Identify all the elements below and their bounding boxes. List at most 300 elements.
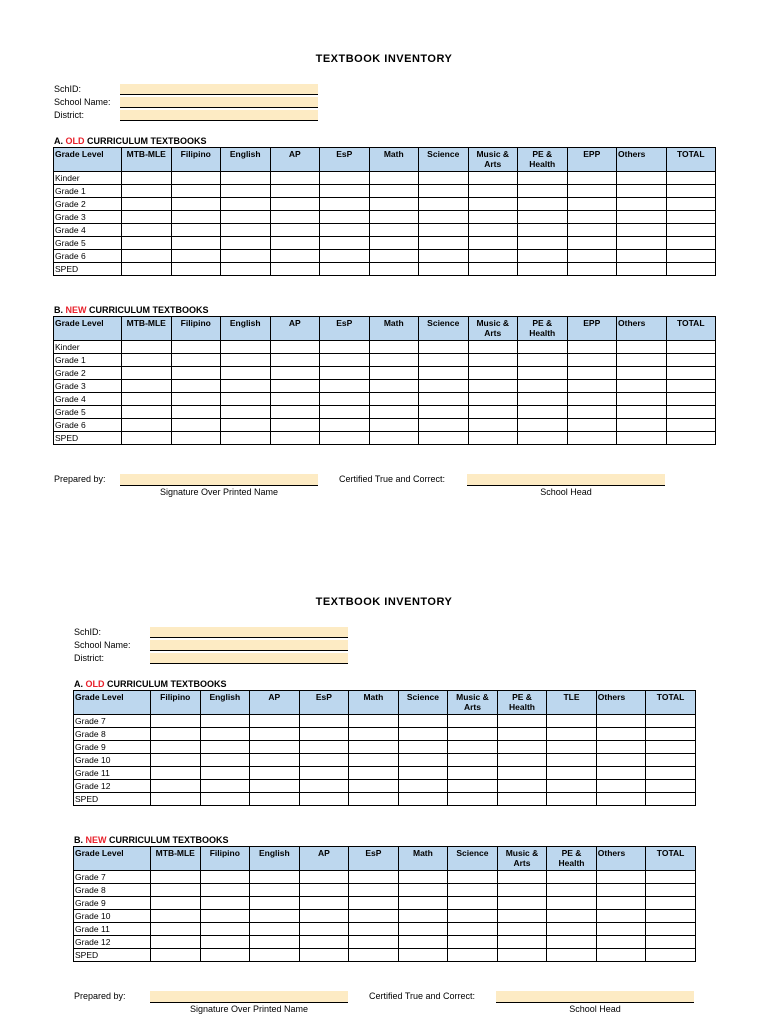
count-cell[interactable]: [596, 715, 646, 728]
count-cell[interactable]: [567, 341, 617, 354]
count-cell[interactable]: [299, 767, 349, 780]
count-cell[interactable]: [250, 715, 300, 728]
count-cell[interactable]: [151, 949, 201, 962]
count-cell[interactable]: [497, 910, 547, 923]
count-cell[interactable]: [448, 949, 498, 962]
count-cell[interactable]: [221, 263, 271, 276]
count-cell[interactable]: [547, 910, 597, 923]
count-cell[interactable]: [448, 754, 498, 767]
count-cell[interactable]: [497, 715, 547, 728]
count-cell[interactable]: [270, 380, 320, 393]
count-cell[interactable]: [398, 754, 448, 767]
count-cell[interactable]: [349, 910, 399, 923]
count-cell[interactable]: [349, 767, 399, 780]
count-cell[interactable]: [419, 198, 469, 211]
count-cell[interactable]: [547, 923, 597, 936]
count-cell[interactable]: [419, 393, 469, 406]
count-cell[interactable]: [419, 185, 469, 198]
count-cell[interactable]: [122, 185, 172, 198]
count-cell[interactable]: [369, 419, 419, 432]
count-cell[interactable]: [448, 728, 498, 741]
count-cell[interactable]: [419, 432, 469, 445]
count-cell[interactable]: [349, 949, 399, 962]
count-cell[interactable]: [646, 780, 696, 793]
school-name-input[interactable]: [150, 640, 348, 651]
count-cell[interactable]: [349, 741, 399, 754]
count-cell[interactable]: [596, 884, 646, 897]
count-cell[interactable]: [567, 224, 617, 237]
count-cell[interactable]: [200, 949, 250, 962]
count-cell[interactable]: [666, 432, 716, 445]
count-cell[interactable]: [646, 871, 696, 884]
count-cell[interactable]: [349, 754, 399, 767]
count-cell[interactable]: [221, 185, 271, 198]
count-cell[interactable]: [270, 172, 320, 185]
count-cell[interactable]: [221, 380, 271, 393]
count-cell[interactable]: [448, 871, 498, 884]
count-cell[interactable]: [171, 380, 221, 393]
count-cell[interactable]: [349, 793, 399, 806]
count-cell[interactable]: [122, 263, 172, 276]
count-cell[interactable]: [250, 728, 300, 741]
count-cell[interactable]: [518, 172, 568, 185]
count-cell[interactable]: [369, 341, 419, 354]
count-cell[interactable]: [497, 949, 547, 962]
count-cell[interactable]: [419, 367, 469, 380]
count-cell[interactable]: [221, 172, 271, 185]
count-cell[interactable]: [617, 367, 667, 380]
count-cell[interactable]: [369, 432, 419, 445]
count-cell[interactable]: [497, 780, 547, 793]
count-cell[interactable]: [666, 237, 716, 250]
count-cell[interactable]: [596, 897, 646, 910]
count-cell[interactable]: [250, 910, 300, 923]
count-cell[interactable]: [666, 172, 716, 185]
count-cell[interactable]: [596, 741, 646, 754]
count-cell[interactable]: [349, 780, 399, 793]
count-cell[interactable]: [369, 172, 419, 185]
count-cell[interactable]: [151, 936, 201, 949]
count-cell[interactable]: [320, 393, 370, 406]
count-cell[interactable]: [250, 884, 300, 897]
count-cell[interactable]: [369, 367, 419, 380]
count-cell[interactable]: [666, 198, 716, 211]
count-cell[interactable]: [200, 741, 250, 754]
count-cell[interactable]: [666, 263, 716, 276]
count-cell[interactable]: [151, 871, 201, 884]
count-cell[interactable]: [547, 793, 597, 806]
count-cell[interactable]: [250, 793, 300, 806]
count-cell[interactable]: [270, 432, 320, 445]
school-name-input[interactable]: [120, 97, 318, 108]
count-cell[interactable]: [617, 172, 667, 185]
count-cell[interactable]: [122, 172, 172, 185]
count-cell[interactable]: [518, 185, 568, 198]
count-cell[interactable]: [369, 185, 419, 198]
count-cell[interactable]: [646, 936, 696, 949]
count-cell[interactable]: [299, 780, 349, 793]
count-cell[interactable]: [122, 198, 172, 211]
count-cell[interactable]: [547, 780, 597, 793]
count-cell[interactable]: [200, 715, 250, 728]
count-cell[interactable]: [596, 949, 646, 962]
count-cell[interactable]: [567, 367, 617, 380]
count-cell[interactable]: [419, 172, 469, 185]
count-cell[interactable]: [419, 419, 469, 432]
count-cell[interactable]: [468, 211, 518, 224]
count-cell[interactable]: [369, 406, 419, 419]
count-cell[interactable]: [250, 936, 300, 949]
count-cell[interactable]: [646, 897, 696, 910]
count-cell[interactable]: [250, 780, 300, 793]
count-cell[interactable]: [122, 354, 172, 367]
count-cell[interactable]: [151, 715, 201, 728]
count-cell[interactable]: [518, 380, 568, 393]
count-cell[interactable]: [567, 250, 617, 263]
count-cell[interactable]: [468, 354, 518, 367]
count-cell[interactable]: [518, 211, 568, 224]
count-cell[interactable]: [171, 211, 221, 224]
count-cell[interactable]: [448, 780, 498, 793]
count-cell[interactable]: [646, 715, 696, 728]
count-cell[interactable]: [369, 263, 419, 276]
count-cell[interactable]: [646, 767, 696, 780]
count-cell[interactable]: [122, 224, 172, 237]
count-cell[interactable]: [122, 237, 172, 250]
count-cell[interactable]: [617, 237, 667, 250]
count-cell[interactable]: [200, 884, 250, 897]
count-cell[interactable]: [596, 793, 646, 806]
count-cell[interactable]: [369, 380, 419, 393]
count-cell[interactable]: [398, 793, 448, 806]
count-cell[interactable]: [398, 884, 448, 897]
count-cell[interactable]: [646, 910, 696, 923]
count-cell[interactable]: [320, 354, 370, 367]
count-cell[interactable]: [299, 871, 349, 884]
count-cell[interactable]: [320, 224, 370, 237]
count-cell[interactable]: [419, 341, 469, 354]
count-cell[interactable]: [320, 380, 370, 393]
count-cell[interactable]: [171, 237, 221, 250]
count-cell[interactable]: [468, 172, 518, 185]
count-cell[interactable]: [369, 354, 419, 367]
count-cell[interactable]: [299, 793, 349, 806]
count-cell[interactable]: [518, 224, 568, 237]
count-cell[interactable]: [320, 406, 370, 419]
count-cell[interactable]: [151, 884, 201, 897]
count-cell[interactable]: [171, 198, 221, 211]
count-cell[interactable]: [221, 341, 271, 354]
count-cell[interactable]: [171, 367, 221, 380]
count-cell[interactable]: [299, 884, 349, 897]
count-cell[interactable]: [547, 767, 597, 780]
count-cell[interactable]: [221, 367, 271, 380]
count-cell[interactable]: [320, 263, 370, 276]
count-cell[interactable]: [221, 393, 271, 406]
count-cell[interactable]: [221, 250, 271, 263]
count-cell[interactable]: [617, 250, 667, 263]
count-cell[interactable]: [320, 198, 370, 211]
count-cell[interactable]: [200, 780, 250, 793]
count-cell[interactable]: [596, 767, 646, 780]
count-cell[interactable]: [250, 949, 300, 962]
count-cell[interactable]: [646, 793, 696, 806]
count-cell[interactable]: [518, 263, 568, 276]
count-cell[interactable]: [151, 923, 201, 936]
count-cell[interactable]: [270, 341, 320, 354]
count-cell[interactable]: [468, 341, 518, 354]
count-cell[interactable]: [518, 341, 568, 354]
count-cell[interactable]: [200, 897, 250, 910]
count-cell[interactable]: [122, 419, 172, 432]
count-cell[interactable]: [448, 767, 498, 780]
count-cell[interactable]: [518, 367, 568, 380]
count-cell[interactable]: [171, 393, 221, 406]
count-cell[interactable]: [221, 237, 271, 250]
count-cell[interactable]: [666, 354, 716, 367]
count-cell[interactable]: [567, 172, 617, 185]
count-cell[interactable]: [221, 211, 271, 224]
count-cell[interactable]: [646, 728, 696, 741]
count-cell[interactable]: [151, 897, 201, 910]
count-cell[interactable]: [200, 793, 250, 806]
count-cell[interactable]: [617, 406, 667, 419]
count-cell[interactable]: [398, 936, 448, 949]
count-cell[interactable]: [419, 224, 469, 237]
count-cell[interactable]: [596, 728, 646, 741]
count-cell[interactable]: [299, 923, 349, 936]
count-cell[interactable]: [617, 354, 667, 367]
count-cell[interactable]: [221, 419, 271, 432]
count-cell[interactable]: [666, 367, 716, 380]
count-cell[interactable]: [547, 728, 597, 741]
count-cell[interactable]: [419, 237, 469, 250]
count-cell[interactable]: [666, 224, 716, 237]
count-cell[interactable]: [617, 393, 667, 406]
count-cell[interactable]: [567, 237, 617, 250]
count-cell[interactable]: [171, 224, 221, 237]
count-cell[interactable]: [299, 754, 349, 767]
count-cell[interactable]: [320, 237, 370, 250]
count-cell[interactable]: [299, 949, 349, 962]
count-cell[interactable]: [369, 211, 419, 224]
count-cell[interactable]: [122, 250, 172, 263]
count-cell[interactable]: [497, 936, 547, 949]
count-cell[interactable]: [468, 250, 518, 263]
count-cell[interactable]: [617, 211, 667, 224]
district-input[interactable]: [150, 653, 348, 664]
count-cell[interactable]: [666, 250, 716, 263]
count-cell[interactable]: [171, 354, 221, 367]
count-cell[interactable]: [666, 406, 716, 419]
count-cell[interactable]: [200, 754, 250, 767]
count-cell[interactable]: [270, 211, 320, 224]
count-cell[interactable]: [122, 341, 172, 354]
count-cell[interactable]: [369, 393, 419, 406]
count-cell[interactable]: [547, 897, 597, 910]
count-cell[interactable]: [151, 754, 201, 767]
count-cell[interactable]: [468, 393, 518, 406]
count-cell[interactable]: [617, 185, 667, 198]
count-cell[interactable]: [270, 198, 320, 211]
count-cell[interactable]: [349, 728, 399, 741]
count-cell[interactable]: [151, 767, 201, 780]
count-cell[interactable]: [369, 224, 419, 237]
count-cell[interactable]: [547, 741, 597, 754]
count-cell[interactable]: [596, 780, 646, 793]
count-cell[interactable]: [567, 419, 617, 432]
count-cell[interactable]: [518, 250, 568, 263]
certified-input[interactable]: [467, 474, 665, 486]
count-cell[interactable]: [171, 341, 221, 354]
count-cell[interactable]: [270, 224, 320, 237]
count-cell[interactable]: [221, 406, 271, 419]
count-cell[interactable]: [221, 432, 271, 445]
count-cell[interactable]: [122, 367, 172, 380]
district-input[interactable]: [120, 110, 318, 121]
count-cell[interactable]: [299, 728, 349, 741]
count-cell[interactable]: [299, 715, 349, 728]
count-cell[interactable]: [468, 198, 518, 211]
count-cell[interactable]: [151, 793, 201, 806]
count-cell[interactable]: [221, 198, 271, 211]
count-cell[interactable]: [567, 263, 617, 276]
count-cell[interactable]: [518, 406, 568, 419]
count-cell[interactable]: [666, 380, 716, 393]
count-cell[interactable]: [398, 871, 448, 884]
count-cell[interactable]: [122, 393, 172, 406]
count-cell[interactable]: [250, 923, 300, 936]
count-cell[interactable]: [320, 211, 370, 224]
count-cell[interactable]: [270, 354, 320, 367]
count-cell[interactable]: [221, 354, 271, 367]
count-cell[interactable]: [567, 393, 617, 406]
count-cell[interactable]: [151, 780, 201, 793]
count-cell[interactable]: [369, 198, 419, 211]
count-cell[interactable]: [200, 767, 250, 780]
count-cell[interactable]: [596, 871, 646, 884]
count-cell[interactable]: [419, 380, 469, 393]
count-cell[interactable]: [200, 910, 250, 923]
count-cell[interactable]: [320, 432, 370, 445]
count-cell[interactable]: [547, 715, 597, 728]
count-cell[interactable]: [398, 897, 448, 910]
count-cell[interactable]: [666, 341, 716, 354]
count-cell[interactable]: [369, 250, 419, 263]
count-cell[interactable]: [547, 884, 597, 897]
count-cell[interactable]: [518, 432, 568, 445]
count-cell[interactable]: [398, 715, 448, 728]
count-cell[interactable]: [448, 715, 498, 728]
count-cell[interactable]: [250, 741, 300, 754]
count-cell[interactable]: [497, 923, 547, 936]
count-cell[interactable]: [349, 884, 399, 897]
count-cell[interactable]: [151, 910, 201, 923]
count-cell[interactable]: [617, 419, 667, 432]
count-cell[interactable]: [349, 871, 399, 884]
count-cell[interactable]: [497, 728, 547, 741]
certified-input[interactable]: [496, 991, 694, 1003]
count-cell[interactable]: [547, 936, 597, 949]
count-cell[interactable]: [617, 341, 667, 354]
count-cell[interactable]: [171, 172, 221, 185]
count-cell[interactable]: [349, 715, 399, 728]
count-cell[interactable]: [122, 432, 172, 445]
count-cell[interactable]: [200, 923, 250, 936]
count-cell[interactable]: [221, 224, 271, 237]
count-cell[interactable]: [320, 250, 370, 263]
count-cell[interactable]: [398, 949, 448, 962]
count-cell[interactable]: [349, 923, 399, 936]
count-cell[interactable]: [151, 728, 201, 741]
count-cell[interactable]: [250, 871, 300, 884]
count-cell[interactable]: [448, 923, 498, 936]
count-cell[interactable]: [596, 910, 646, 923]
count-cell[interactable]: [171, 263, 221, 276]
count-cell[interactable]: [349, 936, 399, 949]
count-cell[interactable]: [617, 432, 667, 445]
count-cell[interactable]: [250, 897, 300, 910]
count-cell[interactable]: [419, 250, 469, 263]
count-cell[interactable]: [369, 237, 419, 250]
count-cell[interactable]: [547, 949, 597, 962]
count-cell[interactable]: [250, 767, 300, 780]
count-cell[interactable]: [468, 406, 518, 419]
count-cell[interactable]: [468, 224, 518, 237]
count-cell[interactable]: [122, 380, 172, 393]
count-cell[interactable]: [468, 237, 518, 250]
count-cell[interactable]: [666, 419, 716, 432]
count-cell[interactable]: [468, 419, 518, 432]
count-cell[interactable]: [320, 172, 370, 185]
count-cell[interactable]: [270, 419, 320, 432]
count-cell[interactable]: [270, 237, 320, 250]
count-cell[interactable]: [448, 936, 498, 949]
count-cell[interactable]: [448, 793, 498, 806]
count-cell[interactable]: [646, 884, 696, 897]
count-cell[interactable]: [518, 198, 568, 211]
count-cell[interactable]: [518, 419, 568, 432]
count-cell[interactable]: [398, 780, 448, 793]
count-cell[interactable]: [468, 380, 518, 393]
count-cell[interactable]: [419, 263, 469, 276]
count-cell[interactable]: [398, 741, 448, 754]
count-cell[interactable]: [468, 263, 518, 276]
count-cell[interactable]: [617, 224, 667, 237]
count-cell[interactable]: [270, 367, 320, 380]
count-cell[interactable]: [617, 263, 667, 276]
count-cell[interactable]: [122, 211, 172, 224]
count-cell[interactable]: [320, 185, 370, 198]
count-cell[interactable]: [567, 432, 617, 445]
count-cell[interactable]: [567, 185, 617, 198]
count-cell[interactable]: [596, 936, 646, 949]
count-cell[interactable]: [596, 754, 646, 767]
count-cell[interactable]: [547, 871, 597, 884]
schid-input[interactable]: [150, 627, 348, 638]
count-cell[interactable]: [497, 871, 547, 884]
prepared-by-input[interactable]: [120, 474, 318, 486]
count-cell[interactable]: [646, 949, 696, 962]
count-cell[interactable]: [398, 910, 448, 923]
count-cell[interactable]: [497, 754, 547, 767]
count-cell[interactable]: [270, 250, 320, 263]
count-cell[interactable]: [646, 741, 696, 754]
count-cell[interactable]: [497, 767, 547, 780]
count-cell[interactable]: [666, 393, 716, 406]
count-cell[interactable]: [448, 897, 498, 910]
count-cell[interactable]: [122, 406, 172, 419]
